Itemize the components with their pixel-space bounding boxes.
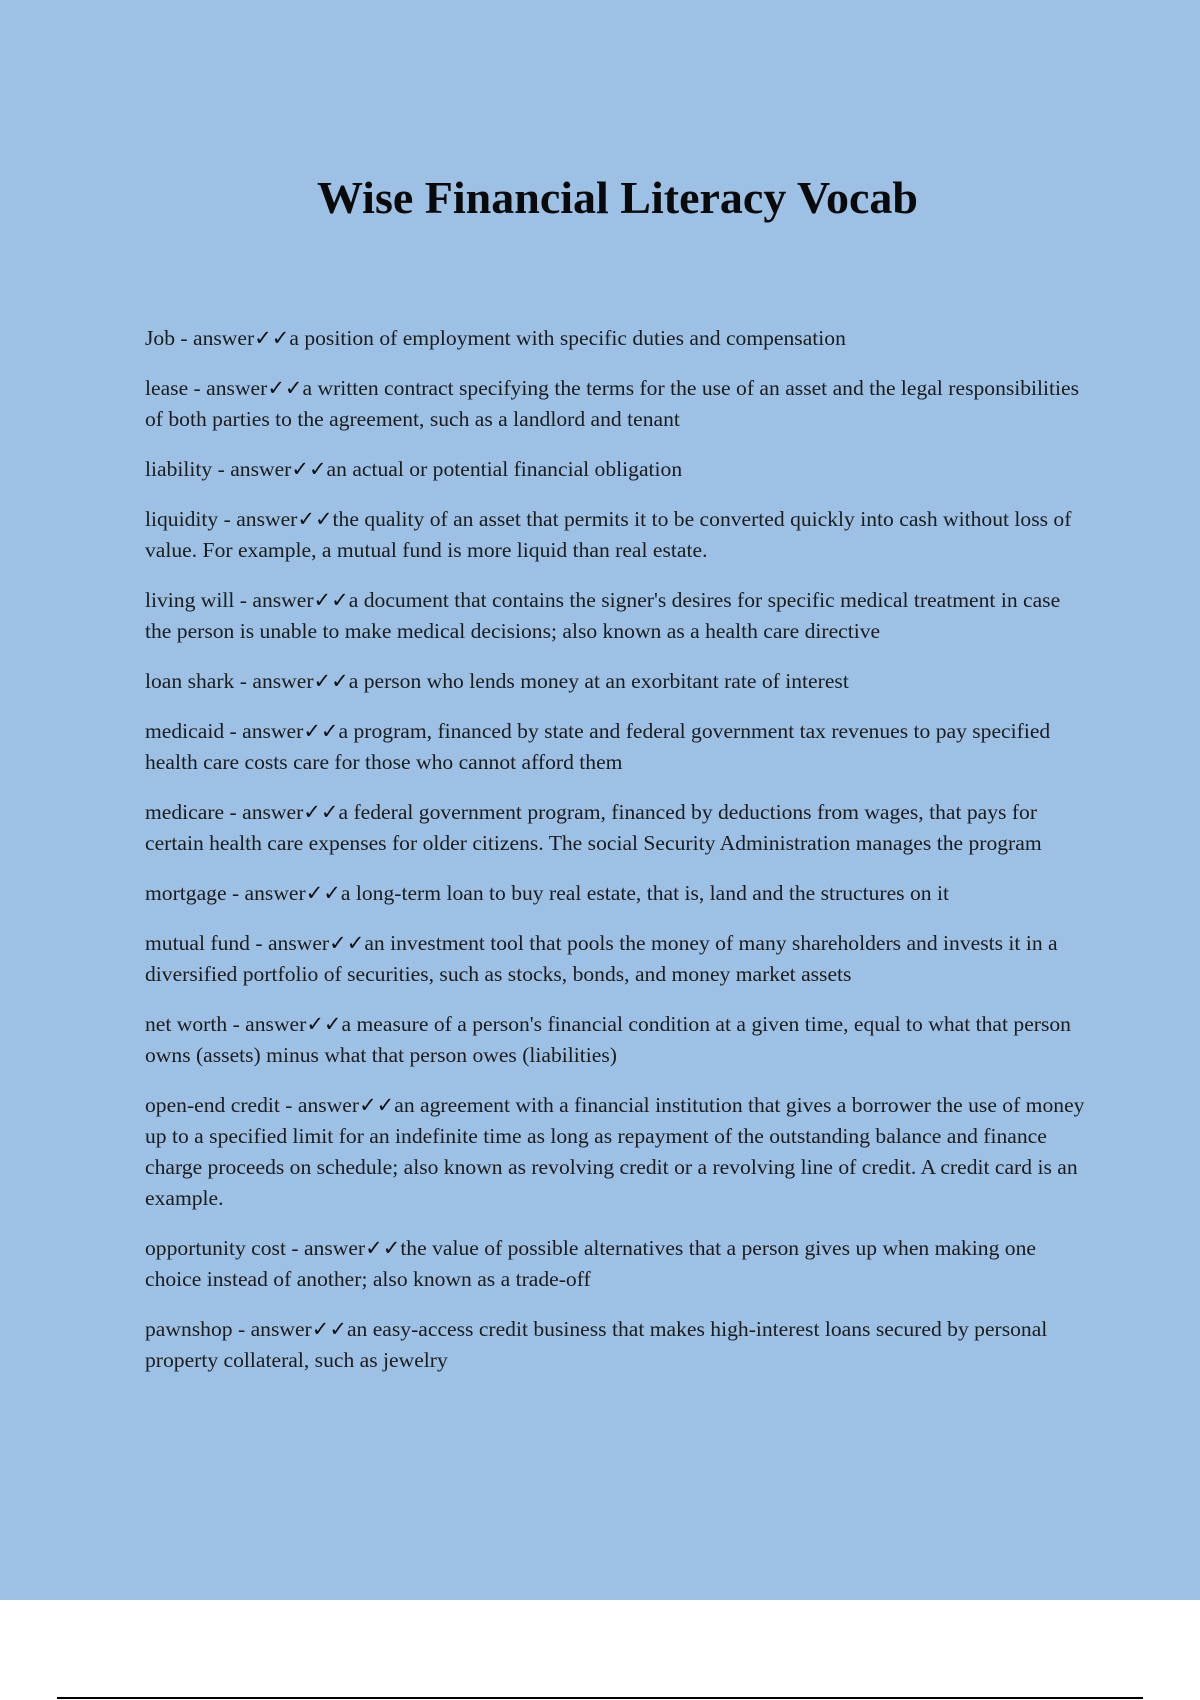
answer-label: answer <box>250 1317 312 1341</box>
vocab-entry: pawnshop - answer✓✓an easy-access credit business that makes high-interest loans secured by personal property collateral, such as jewelry <box>145 1317 1048 1372</box>
vocab-term: open-end credit <box>145 1093 280 1117</box>
double-check-icon: ✓✓ <box>359 1093 395 1117</box>
double-check-icon: ✓✓ <box>313 669 349 693</box>
answer-label: answer <box>297 1093 360 1117</box>
double-check-icon: ✓✓ <box>297 507 333 531</box>
vocab-entry: net worth - answer✓✓a measure of a person's financial condition at a given time, equal to what that person owns (assets) minus what that person owes (liabilities) <box>145 1012 1071 1067</box>
vocab-entry: loan shark - answer✓✓a person who lends money at an exorbitant rate of interest <box>145 669 849 693</box>
vocab-entry: mutual fund - answer✓✓an investment tool that pools the money of many shareholders and invests it in a diversified portfolio of securities, such as stocks, bonds, and money market assets <box>145 931 1058 986</box>
answer-label: answer <box>242 719 304 743</box>
answer-label: answer <box>244 881 306 905</box>
vocab-entry: open-end credit - answer✓✓an agreement with a financial institution that gives a borrower the use of money up to a specified limit for an indefinite time as long as repayment of the outstanding balance and finance charge proceeds on schedule; also known as revolving credit or a revolving line of credit. A credit card is an example. <box>145 1093 1085 1210</box>
page-title: Wise Financial Literacy Vocab <box>317 172 918 223</box>
vocab-term: liability <box>145 457 213 481</box>
vocab-entry: lease - answer✓✓a written contract specifying the terms for the use of an asset and the legal responsibilities of both parties to the agreement, such as a landlord and tenant <box>145 376 1080 431</box>
answer-label: answer <box>252 588 314 612</box>
answer-label: answer <box>206 376 268 400</box>
answer-label: answer <box>252 669 314 693</box>
answer-label: answer <box>303 1236 366 1260</box>
vocab-term: loan shark <box>145 669 235 693</box>
vocab-definition: a measure of a person's financial condition at a given time, equal to what that person owns (assets) minus what that person owes (liabilities) <box>145 1012 1071 1067</box>
vocab-definition: a written contract specifying the terms for the use of an asset and the legal responsibilities of both parties to the agreement, such as a landlord and tenant <box>145 376 1080 431</box>
answer-label: answer <box>267 931 330 955</box>
vocab-definition: a document that contains the signer's desires for specific medical treatment in case the person is unable to make medical decisions; also known as a health care directive <box>145 588 1061 643</box>
footer-divider <box>57 1697 1143 1699</box>
answer-label: answer <box>230 457 292 481</box>
vocab-entry: liability - answer✓✓an actual or potential financial obligation <box>145 457 683 481</box>
vocab-definition: the quality of an asset that permits it to be converted quickly into cash without loss of value. For example, a mutual fund is more liquid than real estate. <box>145 507 1072 562</box>
vocab-term: living will <box>145 588 235 612</box>
vocab-definition: a position of employment with specific duties and compensation <box>289 326 846 350</box>
vocab-term: Job <box>145 326 175 350</box>
vocab-definition: the value of possible alternatives that a person gives up when making one choice instead of another; also known as a trade-off <box>145 1236 1036 1291</box>
double-check-icon: ✓✓ <box>365 1236 401 1260</box>
double-check-icon: ✓✓ <box>254 326 290 350</box>
vocab-definition: an actual or potential financial obligation <box>326 457 683 481</box>
vocab-term: lease <box>145 376 189 400</box>
double-check-icon: ✓✓ <box>305 881 341 905</box>
vocab-definition: a long-term loan to buy real estate, that is, land and the structures on it <box>340 881 949 905</box>
double-check-icon: ✓✓ <box>313 588 349 612</box>
answer-label: answer <box>193 326 255 350</box>
vocab-definition: a person who lends money at an exorbitant rate of interest <box>348 669 849 693</box>
vocab-definition: an investment tool that pools the money of many shareholders and invests it in a diversified portfolio of securities, such as stocks, bonds, and money market assets <box>145 931 1058 986</box>
vocab-entry: liquidity - answer✓✓the quality of an asset that permits it to be converted quickly into cash without loss of value. For example, a mutual fund is more liquid than real estate. <box>145 507 1072 562</box>
vocab-term: medicaid <box>145 719 225 743</box>
double-check-icon: ✓✓ <box>291 457 327 481</box>
vocab-definition: a federal government program, financed by deductions from wages, that pays for certain health care expenses for older citizens. The social Security Administration manages the program <box>145 800 1042 855</box>
vocab-definition: a program, financed by state and federal government tax revenues to pay specified health care costs care for those who cannot afford them <box>145 719 1051 774</box>
vocab-entry: Job - answer✓✓a position of employment with specific duties and compensation <box>145 326 846 350</box>
vocab-definition: an agreement with a financial institution that gives a borrower the use of money up to a specified limit for an indefinite time as long as repayment of the outstanding balance and finance charge proceeds on schedule; also known as revolving credit or a revolving line of credit. A credit card is an example. <box>145 1093 1085 1210</box>
vocab-term: liquidity <box>145 507 219 531</box>
vocab-entry: medicare - answer✓✓a federal government program, financed by deductions from wages, that pays for certain health care expenses for older citizens. The social Security Administration manages the program <box>145 800 1042 855</box>
vocab-entry: mortgage - answer✓✓a long-term loan to buy real estate, that is, land and the structures on it <box>145 881 949 905</box>
double-check-icon: ✓✓ <box>306 1012 342 1036</box>
vocab-definition: an easy-access credit business that makes high-interest loans secured by personal property collateral, such as jewelry <box>145 1317 1048 1372</box>
answer-label: answer <box>245 1012 307 1036</box>
vocab-list <box>145 323 1085 1395</box>
vocab-entry: opportunity cost - answer✓✓the value of possible alternatives that a person gives up when making one choice instead of another; also known as a trade-off <box>145 1236 1036 1291</box>
double-check-icon: ✓✓ <box>303 719 339 743</box>
double-check-icon: ✓✓ <box>267 376 303 400</box>
vocab-term: medicare <box>145 800 225 824</box>
double-check-icon: ✓✓ <box>311 1317 347 1341</box>
double-check-icon: ✓✓ <box>303 800 339 824</box>
answer-label: answer <box>242 800 304 824</box>
vocab-term: net worth <box>145 1012 228 1036</box>
vocab-term: opportunity cost <box>145 1236 286 1260</box>
vocab-term: mortgage <box>145 881 227 905</box>
vocab-term: pawnshop <box>145 1317 233 1341</box>
double-check-icon: ✓✓ <box>329 931 365 955</box>
vocab-entry: living will - answer✓✓a document that contains the signer's desires for specific medical treatment in case the person is unable to make medical decisions; also known as a health care directive <box>145 588 1061 643</box>
vocab-term: mutual fund <box>145 931 250 955</box>
vocab-entry: medicaid - answer✓✓a program, financed by state and federal government tax revenues to pay specified health care costs care for those who cannot afford them <box>145 719 1051 774</box>
answer-label: answer <box>236 507 298 531</box>
